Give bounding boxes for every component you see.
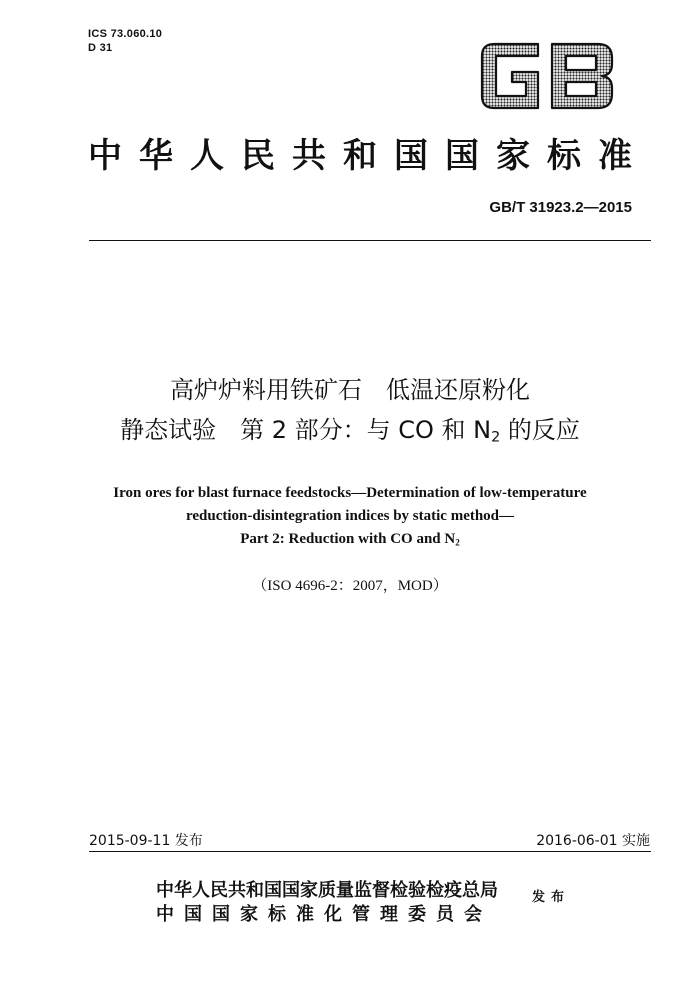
issue-date: 2015-09-11 发布 bbox=[89, 833, 203, 849]
issuer-aqsiq: 中华人民共和国国家质量监督检验检疫总局 bbox=[156, 880, 498, 901]
english-title bbox=[0, 482, 700, 554]
bottom-divider bbox=[89, 851, 651, 852]
english-title-line-1: Iron ores for blast furnace feedstocks—Determination of low-temperature bbox=[113, 485, 587, 501]
ics-code: ICS 73.060.10 bbox=[88, 28, 163, 40]
publish-label: 发布 bbox=[532, 890, 571, 905]
english-title-line-2: reduction-disintegration indices by static method— bbox=[185, 508, 515, 524]
top-divider bbox=[89, 240, 651, 241]
chinese-title-line-1: 高炉炉料用铁矿石 低温还原粉化 bbox=[170, 376, 530, 404]
chinese-title bbox=[0, 370, 700, 458]
chinese-title-line-2: 静态试验 第 2 部分：与 CO 和 $N_2$ 的反应 bbox=[120, 416, 580, 446]
classification-code: D 31 bbox=[88, 42, 113, 54]
gb-logo bbox=[476, 38, 618, 114]
standard-number: GB/T 31923.2—2015 bbox=[489, 199, 632, 216]
implementation-date: 2016-06-01 实施 bbox=[536, 833, 650, 849]
english-title-line-3: Part 2: Reduction with CO and $N_2$ bbox=[240, 531, 460, 548]
issuer-sac: 中国国家标准化管理委员会 bbox=[156, 904, 492, 925]
standard-type-title: 中华人民共和国国家标准 bbox=[88, 136, 649, 176]
iso-reference: （ISO 4696-2：2007，MOD） bbox=[252, 578, 448, 594]
